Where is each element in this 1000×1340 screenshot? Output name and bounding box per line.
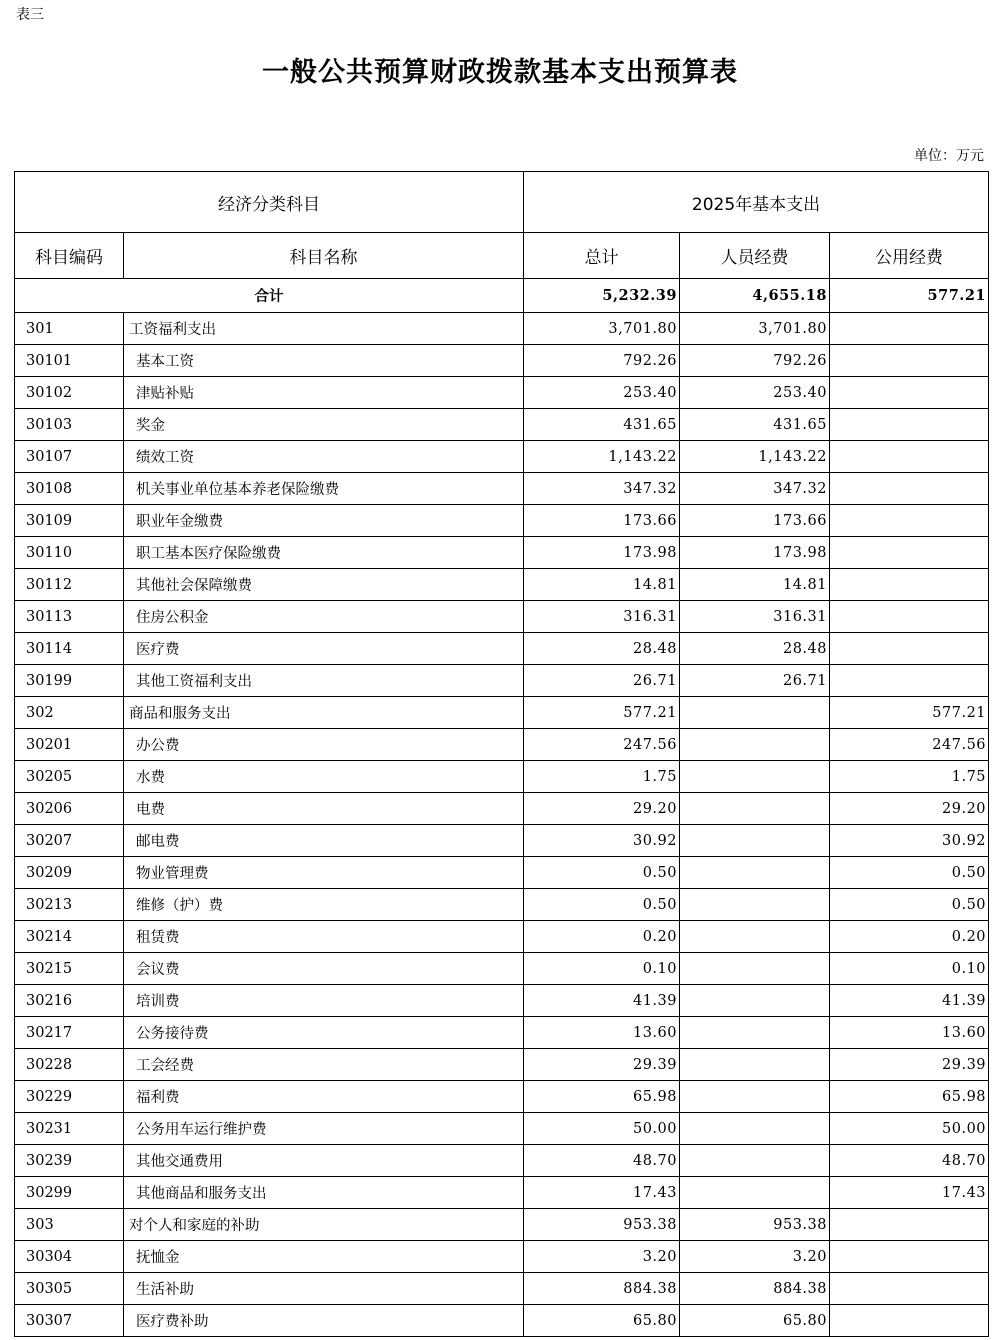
row-code: 30207 [15, 825, 124, 857]
row-personnel [680, 857, 830, 889]
row-name: 工会经费 [124, 1049, 524, 1081]
row-personnel [680, 761, 830, 793]
row-personnel: 253.40 [680, 377, 830, 409]
table-row [15, 345, 989, 377]
row-personnel [680, 1049, 830, 1081]
row-public: 50.00 [830, 1113, 989, 1145]
row-total: 17.43 [524, 1177, 680, 1209]
row-personnel [680, 921, 830, 953]
header-public: 公用经费 [830, 233, 989, 279]
row-total: 173.66 [524, 505, 680, 537]
row-name: 福利费 [124, 1081, 524, 1113]
row-total: 431.65 [524, 409, 680, 441]
row-total: 65.80 [524, 1305, 680, 1337]
row-name: 津贴补贴 [124, 377, 524, 409]
header-name: 科目名称 [124, 233, 524, 279]
row-name: 商品和服务支出 [124, 697, 524, 729]
row-public [830, 537, 989, 569]
row-personnel: 173.98 [680, 537, 830, 569]
row-personnel: 3,701.80 [680, 313, 830, 345]
row-name: 医疗费补助 [124, 1305, 524, 1337]
table-row [15, 825, 989, 857]
row-code: 30206 [15, 793, 124, 825]
row-personnel [680, 953, 830, 985]
table-row [15, 473, 989, 505]
row-total: 50.00 [524, 1113, 680, 1145]
row-public [830, 1305, 989, 1337]
row-personnel: 953.38 [680, 1209, 830, 1241]
row-public [830, 569, 989, 601]
row-public [830, 313, 989, 345]
row-name: 奖金 [124, 409, 524, 441]
row-code: 30101 [15, 345, 124, 377]
row-public: 30.92 [830, 825, 989, 857]
table-row [15, 1081, 989, 1113]
row-code: 30209 [15, 857, 124, 889]
row-total: 1,143.22 [524, 441, 680, 473]
row-total: 13.60 [524, 1017, 680, 1049]
row-code: 30107 [15, 441, 124, 473]
row-public: 247.56 [830, 729, 989, 761]
row-code: 30239 [15, 1145, 124, 1177]
total-public: 577.21 [830, 279, 989, 313]
table-row [15, 505, 989, 537]
budget-table [14, 171, 989, 1337]
row-public [830, 1209, 989, 1241]
table-row [15, 697, 989, 729]
row-total: 3,701.80 [524, 313, 680, 345]
table-row [15, 313, 989, 345]
row-total: 28.48 [524, 633, 680, 665]
table-row [15, 1273, 989, 1305]
row-personnel: 1,143.22 [680, 441, 830, 473]
row-code: 303 [15, 1209, 124, 1241]
row-public [830, 665, 989, 697]
row-code: 30110 [15, 537, 124, 569]
header-economic-classification: 经济分类科目 [15, 172, 524, 233]
row-personnel: 173.66 [680, 505, 830, 537]
row-personnel: 26.71 [680, 665, 830, 697]
row-total: 29.20 [524, 793, 680, 825]
row-personnel [680, 985, 830, 1017]
row-personnel [680, 1177, 830, 1209]
row-code: 30229 [15, 1081, 124, 1113]
total-personnel: 4,655.18 [680, 279, 830, 313]
header-personnel: 人员经费 [680, 233, 830, 279]
total-label: 合计 [15, 279, 524, 313]
row-public: 13.60 [830, 1017, 989, 1049]
row-name: 租赁费 [124, 921, 524, 953]
unit-label: 单位：万元 [914, 148, 984, 164]
row-public: 1.75 [830, 761, 989, 793]
row-total: 0.10 [524, 953, 680, 985]
table-row [15, 793, 989, 825]
row-total: 3.20 [524, 1241, 680, 1273]
row-code: 30109 [15, 505, 124, 537]
table-row [15, 761, 989, 793]
row-name: 培训费 [124, 985, 524, 1017]
row-code: 30214 [15, 921, 124, 953]
row-total: 953.38 [524, 1209, 680, 1241]
row-public: 41.39 [830, 985, 989, 1017]
row-public: 65.98 [830, 1081, 989, 1113]
row-personnel [680, 889, 830, 921]
row-code: 30112 [15, 569, 124, 601]
row-name: 职业年金缴费 [124, 505, 524, 537]
row-total: 316.31 [524, 601, 680, 633]
table-row [15, 953, 989, 985]
row-personnel: 347.32 [680, 473, 830, 505]
row-code: 30114 [15, 633, 124, 665]
row-personnel [680, 793, 830, 825]
table-row [15, 921, 989, 953]
row-total: 29.39 [524, 1049, 680, 1081]
row-name: 物业管理费 [124, 857, 524, 889]
row-name: 会议费 [124, 953, 524, 985]
row-public: 577.21 [830, 697, 989, 729]
row-name: 公务接待费 [124, 1017, 524, 1049]
row-name: 住房公积金 [124, 601, 524, 633]
row-personnel [680, 1017, 830, 1049]
row-personnel: 3.20 [680, 1241, 830, 1273]
row-total: 14.81 [524, 569, 680, 601]
row-code: 30307 [15, 1305, 124, 1337]
table-row [15, 729, 989, 761]
row-code: 30215 [15, 953, 124, 985]
row-total: 173.98 [524, 537, 680, 569]
row-public [830, 377, 989, 409]
header-code: 科目编码 [15, 233, 124, 279]
row-code: 30217 [15, 1017, 124, 1049]
row-name: 抚恤金 [124, 1241, 524, 1273]
row-personnel [680, 1113, 830, 1145]
total-row [15, 279, 989, 313]
row-public [830, 409, 989, 441]
row-name: 电费 [124, 793, 524, 825]
table-number-label: 表三 [16, 7, 44, 23]
row-public [830, 1273, 989, 1305]
table-row [15, 1145, 989, 1177]
row-name: 其他社会保障缴费 [124, 569, 524, 601]
table-row [15, 1305, 989, 1337]
row-name: 邮电费 [124, 825, 524, 857]
row-public [830, 633, 989, 665]
row-personnel [680, 697, 830, 729]
table-row [15, 377, 989, 409]
row-total: 65.98 [524, 1081, 680, 1113]
row-personnel [680, 1081, 830, 1113]
row-name: 基本工资 [124, 345, 524, 377]
row-name: 维修（护）费 [124, 889, 524, 921]
row-name: 生活补助 [124, 1273, 524, 1305]
table-row [15, 985, 989, 1017]
row-code: 30205 [15, 761, 124, 793]
row-total: 247.56 [524, 729, 680, 761]
row-code: 30102 [15, 377, 124, 409]
row-name: 对个人和家庭的补助 [124, 1209, 524, 1241]
row-name: 水费 [124, 761, 524, 793]
row-total: 26.71 [524, 665, 680, 697]
table-row [15, 1113, 989, 1145]
row-public [830, 441, 989, 473]
row-name: 其他工资福利支出 [124, 665, 524, 697]
row-public [830, 601, 989, 633]
row-name: 办公费 [124, 729, 524, 761]
row-total: 253.40 [524, 377, 680, 409]
row-total: 884.38 [524, 1273, 680, 1305]
row-code: 302 [15, 697, 124, 729]
row-public: 0.50 [830, 889, 989, 921]
table-row [15, 633, 989, 665]
row-code: 30304 [15, 1241, 124, 1273]
row-total: 1.75 [524, 761, 680, 793]
row-code: 30103 [15, 409, 124, 441]
row-code: 30231 [15, 1113, 124, 1145]
row-total: 0.20 [524, 921, 680, 953]
row-personnel: 884.38 [680, 1273, 830, 1305]
row-personnel [680, 825, 830, 857]
table-row [15, 889, 989, 921]
total-amount: 5,232.39 [524, 279, 680, 313]
row-personnel [680, 729, 830, 761]
row-public: 29.20 [830, 793, 989, 825]
row-code: 30113 [15, 601, 124, 633]
row-name: 职工基本医疗保险缴费 [124, 537, 524, 569]
header-column-row [15, 233, 989, 279]
table-row [15, 441, 989, 473]
page-title: 一般公共预算财政拨款基本支出预算表 [262, 57, 738, 88]
row-name: 医疗费 [124, 633, 524, 665]
header-group-row [15, 172, 989, 233]
row-name: 其他商品和服务支出 [124, 1177, 524, 1209]
table-row [15, 409, 989, 441]
table-row [15, 1209, 989, 1241]
table-row [15, 1241, 989, 1273]
table-row [15, 569, 989, 601]
row-total: 48.70 [524, 1145, 680, 1177]
row-personnel: 792.26 [680, 345, 830, 377]
row-total: 0.50 [524, 857, 680, 889]
row-personnel: 14.81 [680, 569, 830, 601]
table-row [15, 665, 989, 697]
row-personnel: 431.65 [680, 409, 830, 441]
row-name: 绩效工资 [124, 441, 524, 473]
row-total: 41.39 [524, 985, 680, 1017]
row-total: 30.92 [524, 825, 680, 857]
row-public: 0.10 [830, 953, 989, 985]
row-code: 301 [15, 313, 124, 345]
row-code: 30299 [15, 1177, 124, 1209]
row-name: 机关事业单位基本养老保险缴费 [124, 473, 524, 505]
row-name: 工资福利支出 [124, 313, 524, 345]
row-personnel [680, 1145, 830, 1177]
table-row [15, 601, 989, 633]
row-public: 17.43 [830, 1177, 989, 1209]
table-row [15, 537, 989, 569]
row-public: 0.20 [830, 921, 989, 953]
row-code: 30228 [15, 1049, 124, 1081]
row-public [830, 345, 989, 377]
row-personnel: 316.31 [680, 601, 830, 633]
row-code: 30199 [15, 665, 124, 697]
row-code: 30201 [15, 729, 124, 761]
header-total: 总计 [524, 233, 680, 279]
table-row [15, 1017, 989, 1049]
row-total: 347.32 [524, 473, 680, 505]
row-code: 30108 [15, 473, 124, 505]
row-public [830, 505, 989, 537]
table-row [15, 857, 989, 889]
row-public [830, 1241, 989, 1273]
table-row [15, 1049, 989, 1081]
row-personnel: 65.80 [680, 1305, 830, 1337]
row-public: 29.39 [830, 1049, 989, 1081]
row-code: 30213 [15, 889, 124, 921]
table-row [15, 1177, 989, 1209]
row-personnel: 28.48 [680, 633, 830, 665]
row-total: 577.21 [524, 697, 680, 729]
row-public: 48.70 [830, 1145, 989, 1177]
row-total: 792.26 [524, 345, 680, 377]
row-public [830, 473, 989, 505]
header-basic-expenditure: 2025年基本支出 [524, 172, 989, 233]
row-public: 0.50 [830, 857, 989, 889]
row-name: 公务用车运行维护费 [124, 1113, 524, 1145]
row-name: 其他交通费用 [124, 1145, 524, 1177]
row-total: 0.50 [524, 889, 680, 921]
row-code: 30216 [15, 985, 124, 1017]
row-code: 30305 [15, 1273, 124, 1305]
